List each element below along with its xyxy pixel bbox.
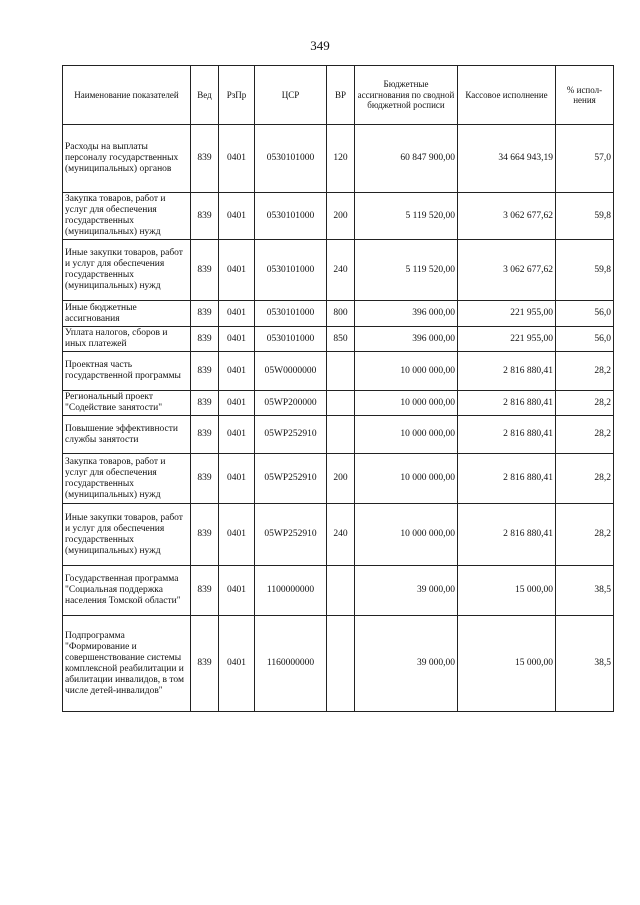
row-name: Повышение эффективности службы занятости	[63, 416, 191, 454]
row-csr: 05W0000000	[255, 352, 327, 391]
row-cash: 15 000,00	[458, 566, 556, 616]
page-number: 349	[310, 38, 330, 53]
row-rzpr: 0401	[219, 240, 255, 301]
row-budget: 5 119 520,00	[355, 193, 458, 240]
row-csr: 0530101000	[255, 125, 327, 193]
row-name: Государственная программа "Социальная поддержка населения Томской области"	[63, 566, 191, 616]
row-budget: 10 000 000,00	[355, 352, 458, 391]
table-row	[63, 454, 614, 504]
row-cash: 2 816 880,41	[458, 352, 556, 391]
row-percent: 38,5	[556, 616, 614, 712]
header-rzpr: РзПр	[219, 66, 255, 125]
row-rzpr: 0401	[219, 327, 255, 352]
row-vr: 850	[327, 327, 355, 352]
row-name: Региональный проект "Содействие занятости"	[63, 391, 191, 416]
row-name: Расходы на выплаты персоналу государственных (муниципальных) органов	[63, 125, 191, 193]
row-csr: 05WP252910	[255, 504, 327, 566]
row-ved: 839	[191, 352, 219, 391]
row-cash: 221 955,00	[458, 327, 556, 352]
row-rzpr: 0401	[219, 616, 255, 712]
row-vr	[327, 616, 355, 712]
row-vr	[327, 391, 355, 416]
row-vr: 120	[327, 125, 355, 193]
row-ved: 839	[191, 566, 219, 616]
row-name: Иные закупки товаров, работ и услуг для обеспечения государственных (муниципальных) нужд	[63, 240, 191, 301]
row-rzpr: 0401	[219, 416, 255, 454]
row-rzpr: 0401	[219, 566, 255, 616]
table-row	[63, 125, 614, 193]
row-budget: 10 000 000,00	[355, 391, 458, 416]
row-percent: 28,2	[556, 352, 614, 391]
row-rzpr: 0401	[219, 301, 255, 327]
row-ved: 839	[191, 454, 219, 504]
table-row	[63, 352, 614, 391]
row-percent: 57,0	[556, 125, 614, 193]
row-csr: 0530101000	[255, 240, 327, 301]
row-cash: 3 062 677,62	[458, 193, 556, 240]
row-percent: 38,5	[556, 566, 614, 616]
row-cash: 3 062 677,62	[458, 240, 556, 301]
row-vr: 800	[327, 301, 355, 327]
header-budget: Бюджетные ассигнования по сводной бюджетной росписи	[355, 66, 458, 125]
row-vr: 200	[327, 454, 355, 504]
row-ved: 839	[191, 391, 219, 416]
row-cash: 2 816 880,41	[458, 504, 556, 566]
table-row	[63, 301, 614, 327]
row-vr: 240	[327, 504, 355, 566]
table-row	[63, 416, 614, 454]
row-rzpr: 0401	[219, 193, 255, 240]
row-budget: 10 000 000,00	[355, 416, 458, 454]
row-percent: 28,2	[556, 416, 614, 454]
header-cash: Кассовое исполнение	[458, 66, 556, 125]
table-row	[63, 504, 614, 566]
row-budget: 10 000 000,00	[355, 454, 458, 504]
row-name: Уплата налогов, сборов и иных платежей	[63, 327, 191, 352]
header-vr: ВР	[327, 66, 355, 125]
row-csr: 05WP252910	[255, 416, 327, 454]
row-percent: 28,2	[556, 391, 614, 416]
header-percent: % испол-нения	[556, 66, 614, 125]
row-percent: 28,2	[556, 504, 614, 566]
row-rzpr: 0401	[219, 391, 255, 416]
row-name: Проектная часть государственной программы	[63, 352, 191, 391]
row-vr	[327, 566, 355, 616]
table-row	[63, 566, 614, 616]
row-budget: 396 000,00	[355, 301, 458, 327]
row-cash: 2 816 880,41	[458, 391, 556, 416]
row-ved: 839	[191, 240, 219, 301]
row-vr	[327, 352, 355, 391]
row-vr	[327, 416, 355, 454]
row-budget: 396 000,00	[355, 327, 458, 352]
row-csr: 0530101000	[255, 193, 327, 240]
row-csr: 05WP252910	[255, 454, 327, 504]
table-header-row	[63, 66, 614, 125]
row-rzpr: 0401	[219, 125, 255, 193]
row-rzpr: 0401	[219, 504, 255, 566]
header-name: Наименование показателей	[63, 66, 191, 125]
row-budget: 10 000 000,00	[355, 504, 458, 566]
table-row	[63, 193, 614, 240]
row-rzpr: 0401	[219, 454, 255, 504]
row-rzpr: 0401	[219, 352, 255, 391]
row-cash: 2 816 880,41	[458, 416, 556, 454]
row-csr: 0530101000	[255, 301, 327, 327]
table-row	[63, 391, 614, 416]
row-csr: 0530101000	[255, 327, 327, 352]
row-csr: 1160000000	[255, 616, 327, 712]
budget-execution-table	[62, 65, 614, 712]
row-cash: 34 664 943,19	[458, 125, 556, 193]
row-ved: 839	[191, 193, 219, 240]
row-percent: 28,2	[556, 454, 614, 504]
row-percent: 59,8	[556, 193, 614, 240]
row-csr: 1100000000	[255, 566, 327, 616]
row-ved: 839	[191, 327, 219, 352]
row-cash: 15 000,00	[458, 616, 556, 712]
header-ved: Вед	[191, 66, 219, 125]
table-row	[63, 327, 614, 352]
row-budget: 39 000,00	[355, 616, 458, 712]
row-ved: 839	[191, 125, 219, 193]
table-row	[63, 240, 614, 301]
row-vr: 200	[327, 193, 355, 240]
row-cash: 2 816 880,41	[458, 454, 556, 504]
row-vr: 240	[327, 240, 355, 301]
row-budget: 39 000,00	[355, 566, 458, 616]
row-name: Иные закупки товаров, работ и услуг для обеспечения государственных (муниципальных) нужд	[63, 504, 191, 566]
row-name: Закупка товаров, работ и услуг для обеспечения государственных (муниципальных) нужд	[63, 193, 191, 240]
row-percent: 56,0	[556, 301, 614, 327]
row-ved: 839	[191, 301, 219, 327]
row-cash: 221 955,00	[458, 301, 556, 327]
row-ved: 839	[191, 416, 219, 454]
row-name: Подпрограмма "Формирование и совершенствование системы комплексной реабилитации и абилитации инвалидов, в том числе детей-инвалидов"	[63, 616, 191, 712]
table-row	[63, 616, 614, 712]
row-name: Иные бюджетные ассигнования	[63, 301, 191, 327]
row-csr: 05WP200000	[255, 391, 327, 416]
header-csr: ЦСР	[255, 66, 327, 125]
row-ved: 839	[191, 504, 219, 566]
row-percent: 56,0	[556, 327, 614, 352]
row-percent: 59,8	[556, 240, 614, 301]
row-budget: 5 119 520,00	[355, 240, 458, 301]
row-name: Закупка товаров, работ и услуг для обеспечения государственных (муниципальных) нужд	[63, 454, 191, 504]
row-budget: 60 847 900,00	[355, 125, 458, 193]
row-ved: 839	[191, 616, 219, 712]
